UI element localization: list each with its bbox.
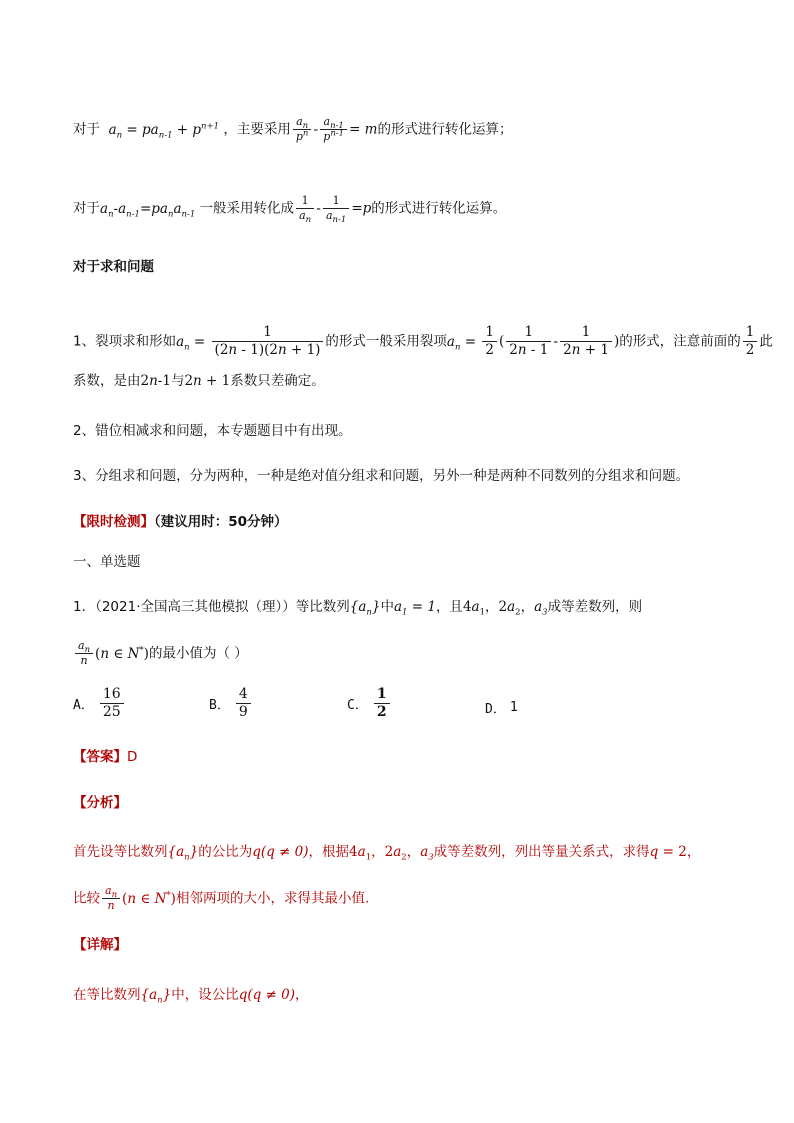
item-1-text-f: 与: [170, 373, 185, 389]
analysis-text-2: 的公比为: [198, 844, 253, 860]
question-text-7: 的最小值为（ ）: [148, 645, 248, 662]
analysis-text-7: ，: [686, 844, 701, 860]
option-a-value: $\frac{16}{25}$: [100, 686, 124, 721]
detail-text-3: ，: [295, 987, 309, 1003]
option-c[interactable]: [347, 686, 392, 721]
item-1-text-c: 的形式，注意前面的: [619, 333, 741, 350]
analysis-line-1: 首先设等比数列$\{a_n\}$的公比为q(q ≠ 0)，根据$4a_1$，$2a_2$，$a_3$成等差数列，列出等量关系式，求得q = 2，: [73, 844, 701, 863]
analysis-text-9: 相邻两项的大小，求得其最小值.: [175, 890, 370, 907]
item-1-formula-an: $a_n$ =: [176, 333, 206, 353]
detail-line-1: 在等比数列$\{a_n\}$中，设公比q(q ≠ 0)，: [73, 987, 309, 1006]
option-c-value: $\frac{1}{2}$: [374, 686, 390, 721]
item-1-text-g: 系数只差确定。: [230, 373, 325, 389]
question-text-5: ，: [520, 599, 535, 615]
item-1-frac-main: $\frac{1}{(2n - 1)(2n + 1)}$: [212, 324, 324, 359]
item-1-frac-half: $\frac{1}{2}$: [482, 324, 497, 359]
option-b-label: B．: [209, 698, 230, 713]
part-title: 一、单选题: [73, 554, 141, 570]
rule-1-frac-a: $\frac{a_n}{p^n}$: [293, 115, 312, 144]
item-1-text-a: 1、裂项求和形如: [73, 333, 177, 350]
rule-1-formula: $a_n = pa_{n-1} + p^{n+1}$: [108, 121, 220, 141]
item-1-line-2: 系数，是由2n-1与2n + 1系数只差确定。: [73, 373, 325, 389]
rule-1-suffix: 的形式进行转化运算；: [377, 121, 513, 138]
rule-2-suffix: 的形式进行转化运算。: [371, 200, 507, 217]
item-1-formula-split: $a_n$ =: [446, 333, 477, 353]
option-b-value: $\frac{4}{9}$: [236, 686, 251, 721]
rule-2-formula: $a_n-a_{n-1}=pa_na_{n-1}$: [100, 200, 196, 220]
option-d[interactable]: [485, 698, 518, 717]
answer: [73, 747, 137, 767]
rule-2-prefix: 对于: [73, 200, 100, 217]
item-3: 3、分组求和问题，分为两种，一种是绝对值分组求和问题，另外一种是两种不同数列的分组求和问题。: [73, 468, 690, 484]
question-text-6: 成等差数列，则: [547, 599, 643, 615]
analysis-text-3: ，根据: [308, 844, 350, 860]
option-b[interactable]: [209, 686, 253, 721]
analysis-text-6: 成等差数列，列出等量关系式，求得: [433, 844, 650, 860]
detail-label: 【详解】: [73, 937, 127, 953]
option-a-label: A．: [73, 698, 94, 713]
item-1-text-b: 的形式一般采用裂项: [325, 333, 447, 350]
answer-value: D: [127, 749, 138, 765]
rule-1-frac-b: $\frac{a_{n-1}}{p^{n-1}}$: [320, 115, 347, 144]
item-1-text-e: 系数，是由: [73, 373, 141, 389]
question-frac: $\frac{a_n}{n}$: [75, 639, 93, 668]
analysis-text-8: 比较: [73, 890, 100, 907]
test-header-note: （建议用时：50分钟）: [154, 514, 288, 530]
question-line-2: $\frac{a_n}{n}$ (n ∈ N*)的最小值为（ ）: [73, 639, 248, 668]
analysis-text-4: ，: [371, 844, 385, 860]
item-2: 2、错位相减求和问题，本专题题目中有出现。: [73, 423, 352, 439]
analysis-text-1: 首先设等比数列: [73, 844, 168, 860]
rule-1-prefix: 对于: [73, 121, 100, 138]
option-a[interactable]: [73, 686, 126, 721]
rule-1-mid: ，主要采用: [223, 121, 291, 138]
detail-text-2: 中，设公比: [171, 987, 239, 1003]
question-line-1: 1．（2021·全国高三其他模拟（理））等比数列$\{a_n\}$中$a_1 = 1$，且$4a_1$，$2a_2$，$a_3$成等差数列，则: [73, 599, 643, 618]
detail-text-1: 在等比数列: [73, 987, 141, 1003]
option-c-label: C．: [347, 698, 368, 713]
item-1-line-1: 1、裂项求和形如$a_n$ = $\frac{1}{(2n - 1)(2n + 1)}$ 的形式一般采用裂项$a_n$ = $\frac{1}{2}$ ( $\frac{1}{2n - 1}$ - $\frac{1}{2n + 1}$ )的形式，注意前面的 $\frac{1}{2}$ 此: [73, 324, 773, 358]
rule-2-frac-a: $\frac{1}{a_n}$: [296, 194, 314, 223]
option-d-label: D．: [485, 702, 506, 717]
item-1-frac-left: $\frac{1}{2n - 1}$: [506, 324, 551, 359]
seq-an: $\{a_n\}$: [349, 599, 381, 618]
test-header-title: 【限时检测】: [73, 514, 154, 530]
test-header: [73, 512, 288, 532]
answer-label: 【答案】: [73, 749, 127, 765]
item-1-text-d: 此: [759, 333, 773, 350]
rule-2-frac-b: $\frac{1}{a_{n-1}}$: [323, 194, 349, 223]
analysis-line-2: 比较 $\frac{a_n}{n}$ (n ∈ N*)相邻两项的大小，求得其最小值.: [73, 884, 370, 912]
rule-2: 对于$a_n-a_{n-1}=pa_na_{n-1}$ 一般采用转化成 $\frac{1}{a_n}$ - $\frac{1}{a_{n-1}}$ =p的形式进行转化运算。: [73, 194, 507, 226]
question-text-3: ，且: [435, 599, 463, 615]
question-text-4: ，: [485, 599, 499, 615]
item-1-frac-coef: $\frac{1}{2}$: [743, 324, 758, 359]
analysis-frac: $\frac{a_n}{n}$: [102, 884, 120, 913]
item-1-frac-right: $\frac{1}{2n + 1}$: [560, 324, 612, 359]
question-number: 1．（2021·全国高三其他模拟（理））等比数列: [73, 599, 350, 615]
analysis-text-5: ，: [406, 844, 421, 860]
analysis-label: 【分析】: [73, 795, 127, 811]
section-title: 对于求和问题: [73, 259, 154, 275]
question-text-2: 中: [380, 599, 394, 615]
rule-1: 对于 $a_n = pa_{n-1} + p^{n+1}$ ，主要采用 $\frac{a_n}{p^n}$ - $\frac{a_{n-1}}{p^{n-1}}$ = m的形式进行转化运算；: [73, 115, 513, 143]
option-d-value: 1: [509, 700, 518, 715]
rule-2-mid: 一般采用转化成: [199, 200, 295, 217]
